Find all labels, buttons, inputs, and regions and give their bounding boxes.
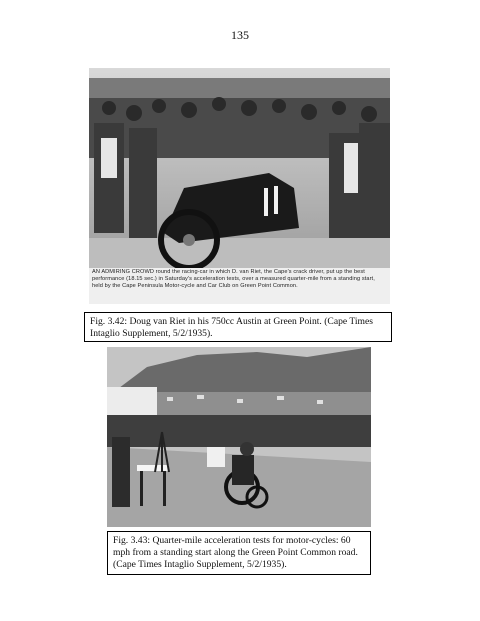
embedded-newspaper-caption: AN ADMIRING CROWD round the racing-car in which D. van Riet, the Cape's crack driver, put up the best performance (18.15 sec.) in Saturday's acceleration tests, over a measured quarter-mile from a standing start, held by the Cape Peninsula Motor-cycle and Car Club on Green Point Common. bbox=[89, 268, 390, 304]
motorcycle-race-photo bbox=[107, 347, 371, 527]
figure-3-43-caption: Fig. 3.43: Quarter-mile acceleration tests for motor-cycles: 60 mph from a standing start along the Green Point Common road. (Cape Times Intaglio Supplement, 5/2/1935). bbox=[107, 531, 371, 575]
figure-3-42-caption: Fig. 3.42: Doug van Riet in his 750cc Austin at Green Point. (Cape Times Intaglio Supplement, 5/2/1935). bbox=[84, 312, 392, 342]
racing-car-crowd-photo bbox=[89, 68, 390, 268]
page-number: 135 bbox=[231, 28, 249, 42]
